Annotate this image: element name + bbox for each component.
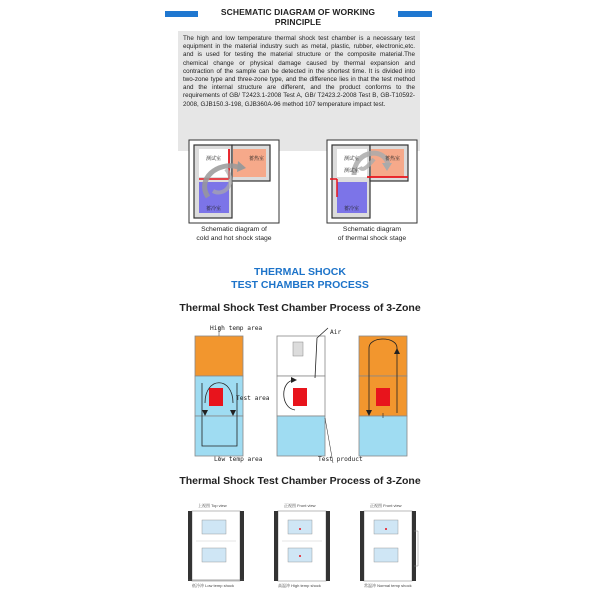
label-test-area: Test area xyxy=(236,395,270,402)
label-air: Air xyxy=(330,329,342,336)
schematic-left-label-test: 测试室 xyxy=(206,156,222,162)
section-header-title: SCHEMATIC DIAGRAM OF WORKING PRINCIPLE xyxy=(220,7,376,27)
schematic-right-label-test-2: 测试室 xyxy=(344,168,360,174)
schematic-left-caption-line1: Schematic diagram of xyxy=(201,226,267,233)
small-view-1-top-label: 上视图 Top view xyxy=(198,503,227,508)
process-subtitle-2: Thermal Shock Test Chamber Process of 3-Zone xyxy=(179,475,421,487)
small-view-3-bottom-label: 常温冲 Normal temp shock xyxy=(364,583,412,588)
header-accent-right xyxy=(398,11,432,17)
schematic-right-caption-line2: of thermal shock stage xyxy=(337,234,407,242)
schematic-right-caption xyxy=(314,226,430,243)
label-high-temp-area: High temp area xyxy=(210,325,263,332)
schematic-right-label-test: 测试室 xyxy=(344,156,360,162)
small-views-diagram xyxy=(180,496,420,591)
schematic-left-label-cold: 蓄冷室 xyxy=(206,206,222,212)
process-title xyxy=(200,266,400,292)
three-zone-process-diagram xyxy=(185,318,420,468)
schematic-cold-hot-diagram xyxy=(188,139,280,224)
schematic-right-label-hot: 蓄热室 xyxy=(385,156,401,162)
schematic-right-caption-line1: Schematic diagram xyxy=(342,226,402,233)
process-subtitle-1: Thermal Shock Test Chamber Process of 3-Zone xyxy=(179,302,421,314)
schematic-left-label-hot: 蓄热室 xyxy=(249,156,265,162)
small-view-2-top-label: 正视图 Front view xyxy=(284,503,316,508)
description-text: The high and low temperature thermal shock test chamber is a necessary test equipment in the material industry such as metal, plastic, rubber, electronic,etc. and is used for testing the material structure or the composite material.The chemical change or physical damage caused by thermal expansion and contraction of the sample can be detected in the shortest time. It is divided into two-zone type and three-zone type, and the difference lies in that the test method and the internal structure are different, and the product conforms to the requirements of GB/ T2423.1-2008 Test A, GB/ T2423.2-2008 Test B, GB-T10592-2008, GJB150.3-198, GJB360A-96 method 107 temperature impact test. xyxy=(178,31,420,151)
label-test-product: Test product xyxy=(318,456,363,463)
label-low-temp-area: Low temp area xyxy=(214,456,263,463)
schematic-right-label-cold: 蓄冷室 xyxy=(344,206,360,212)
small-view-2-bottom-label: 高温冲 High temp shock xyxy=(278,583,321,588)
process-title-line1: THERMAL SHOCK xyxy=(254,266,346,278)
small-view-3-top-label: 正视图 Front view xyxy=(370,503,402,508)
small-view-1-bottom-label: 低冷冲 Low temp shock xyxy=(192,583,235,588)
schematic-left-caption xyxy=(178,226,290,243)
schematic-left-caption-line2: cold and hot shock stage xyxy=(196,234,272,242)
process-title-line2: TEST CHAMBER PROCESS xyxy=(231,279,369,291)
schematic-thermal-shock-diagram xyxy=(326,139,418,224)
header-accent-left xyxy=(165,11,198,17)
